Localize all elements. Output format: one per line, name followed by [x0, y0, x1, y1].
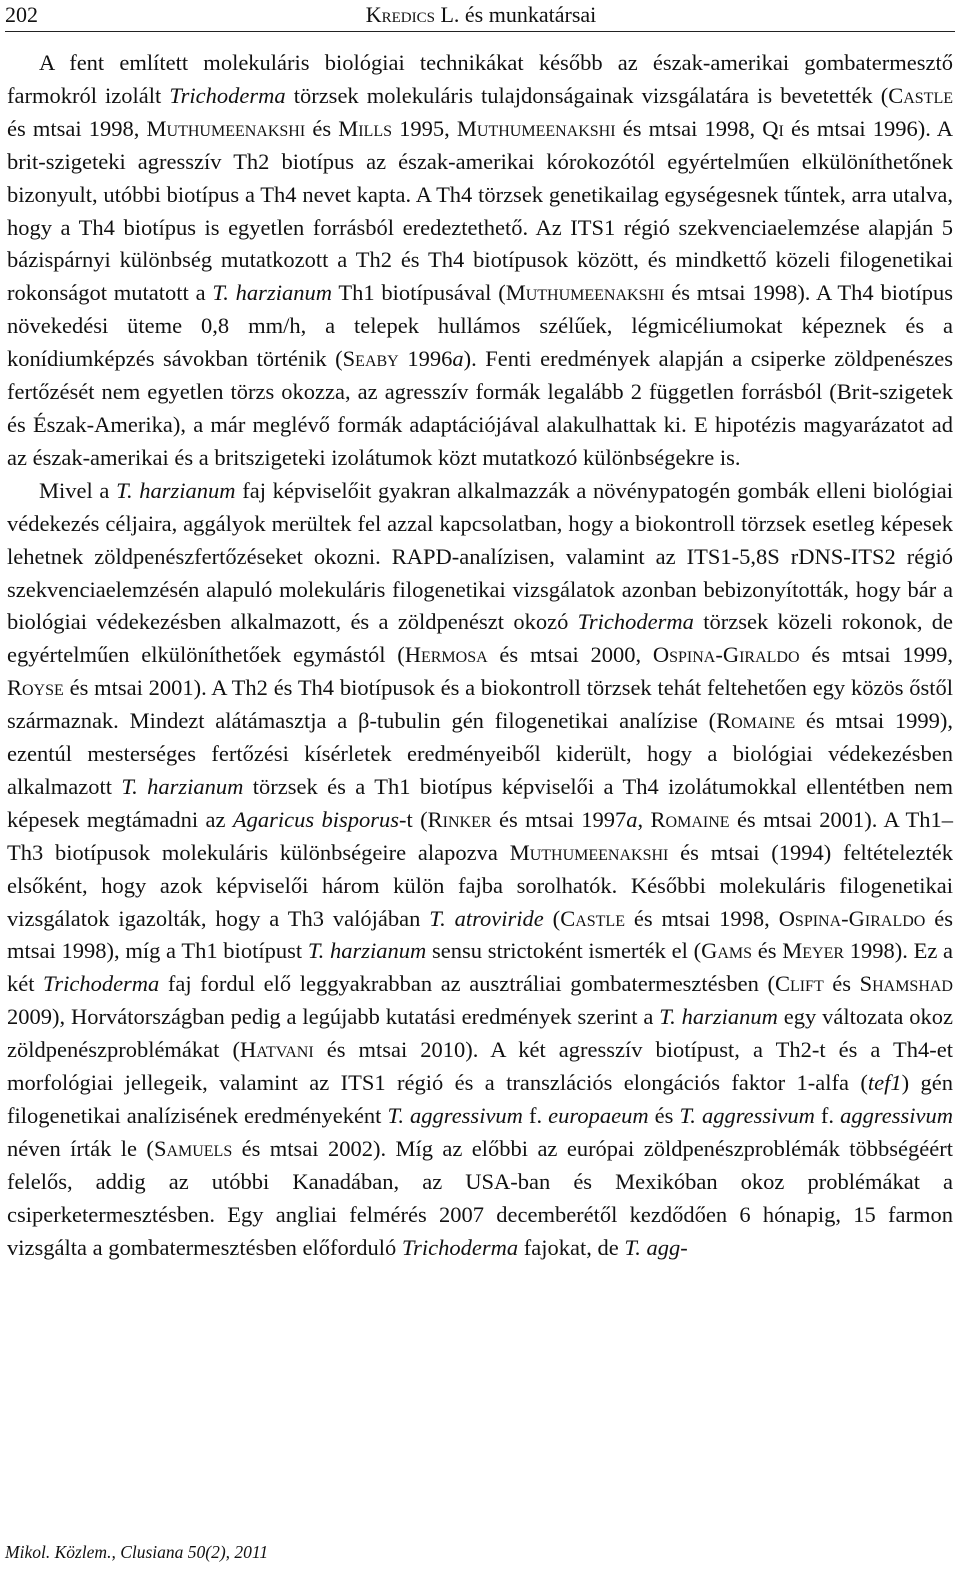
author-name: Ospina-Giraldo	[652, 642, 800, 668]
italic-term: T. atroviride	[429, 905, 544, 931]
running-title-suffix: és munkatársai	[459, 2, 597, 27]
italic-term: T. harzianum	[212, 280, 332, 306]
text-run: törzsek molekuláris tulajdonságainak vizsgálatára is bevetették (	[285, 82, 889, 108]
author-name: Hatvani	[239, 1037, 314, 1063]
text-run: törzsek közeli rokonok, de egyértelműen elkülöníthetőek egymástól (	[7, 609, 953, 668]
italic-term: T. harzianum	[659, 1004, 778, 1030]
italic-term: aggressivum	[840, 1103, 954, 1128]
text-run: néven írták le (	[7, 1135, 154, 1161]
author-name: Meyer	[782, 938, 845, 964]
text-run: és	[823, 971, 860, 997]
author-name: Gams	[701, 938, 753, 964]
paragraph	[7, 475, 953, 1265]
italic-term: Trichoderma	[401, 1234, 519, 1260]
text-run: A fent említett molekuláris biológiai technikákat később az észak-amerikai gombatermesztő farmokról izolált	[7, 50, 953, 108]
italic-term: tef1	[867, 1070, 902, 1096]
italic-term: T. harzianum	[307, 938, 427, 964]
text-run: sensu strictoként ismerték el (	[426, 938, 702, 964]
author-name: Rinker	[427, 806, 492, 832]
text-run: Mivel a	[39, 477, 117, 503]
text-run: és mtsai 2001). A Th2 és Th4 biotípusok és a biokontroll törzsek tehát feltehetően egy közös őstől származnak. Mindezt alátámasztja a β-tubulin gén filogenetikai analízise (	[7, 675, 953, 734]
text-run: faj fordul elő leggyakrabban az ausztráliai gombatermesztésben (	[159, 971, 775, 997]
text-run: ) gén filogenetikai analízisének eredményeként	[7, 1070, 954, 1128]
text-run: és mtsai 2000,	[487, 642, 653, 668]
text-run: 2009), Horvátországban pedig a legújabb kutatási eredmények szerint a	[7, 1004, 660, 1030]
author-name: Romaine	[716, 708, 796, 734]
author-name: Muthumeenakshi	[146, 115, 306, 141]
text-run: és mtsai 1998,	[7, 115, 147, 141]
italic-term: T. aggressivum	[679, 1103, 815, 1128]
text-run: ,	[637, 806, 651, 832]
page-header	[5, 0, 957, 30]
text-run: 1998). Ez a két	[7, 938, 954, 997]
italic-term: Agaricus bisporus	[232, 806, 400, 832]
text-run: és mtsai 1999,	[799, 642, 953, 668]
text-run: f.	[814, 1103, 841, 1128]
header-rule	[5, 31, 955, 32]
author-name: Mills	[338, 115, 392, 141]
author-name: Royse	[7, 675, 64, 701]
author-name: Romaine	[650, 806, 730, 832]
text-run: és mtsai 2001). A Th1–Th3 biotípusok molekuláris különbségeire alapozva	[7, 806, 954, 865]
text-run: egy változata okoz zöldpenészproblémákat (	[7, 1004, 953, 1063]
author-name: Castle	[560, 905, 625, 931]
text-run: faj képviselőit gyakran alkalmazzák a növénypatogén gombák elleni biológiai védekezés céljaira, aggályok merültek fel azzal kapcsolatban, hogy a biokontroll törzsek esetleg képesek lehetnek zöldpenészfertőzéseket okozni. RAPD-analízisen, valamint az ITS1-5,8S rDNS-ITS2 régió szekvenciaelemzésén alapuló molekuláris filogenetikai vizsgálatok azonban bebizonyították, hogy bár a biológiai védekezésben alkalmazott, és a zöldpenészt okozó	[7, 477, 953, 635]
text-run: és mtsai 1996). A brit-szigeteki agresszív Th2 biotípus az észak-amerikai kórokozótól egyértelműen elkülöníthetőnek bizonyult, utóbbi biotípus a Th4 nevet kapta. A Th4 törzsek genetikailag egységesnek tűntek, arra utalva, hogy a Th4 biotípus is egyetlen forrásból eredeztethető. Az ITS1 régió szekvenciaelemzése alapján 5 bázispárnyi különbség mutatkozott a Th2 és Th4 biotípusok között, és mindkettő közeli filogenetikai rokonságot mutatott a	[7, 115, 953, 306]
author-name: Muthumeenakshi	[456, 115, 616, 141]
text-run: és mtsai 1998,	[624, 905, 779, 931]
text-run: törzsek és a Th1 biotípus képviselői a Th4 izolátumokkal ellentétben nem képesek megtámadni az	[7, 773, 954, 832]
text-run: Th1 biotípusával (	[331, 280, 506, 306]
italic-term: Trichoderma	[577, 609, 694, 635]
italic-term: T. harzianum	[116, 477, 236, 503]
author-name: Ospina-Giraldo	[778, 905, 926, 931]
text-run: és mtsai 1998). A Th4 biotípus növekedési üteme 0,8 mm/h, a telepek hullámos szélűek, légmicéliumokat képeznek és a konídiumképzés sávokban történik (	[7, 280, 953, 372]
running-title	[5, 0, 957, 30]
italic-term: a	[626, 806, 638, 832]
author-name: Castle	[888, 82, 953, 108]
text-run: és	[648, 1103, 680, 1128]
page-number: 202	[5, 2, 38, 27]
italic-term: a	[452, 346, 464, 372]
author-name: Clift	[774, 971, 824, 997]
italic-term: T. harzianum	[121, 773, 244, 799]
author-name: Muthumeenakshi	[505, 280, 665, 306]
text-run: f.	[522, 1103, 549, 1128]
running-title-author: Kredics L.	[365, 2, 460, 27]
author-name: Samuels	[153, 1135, 233, 1161]
text-run: és mtsai 1997	[491, 806, 627, 832]
text-run: fajokat, de	[518, 1234, 625, 1260]
author-name: Seaby	[342, 346, 399, 372]
text-run: és	[752, 938, 783, 964]
text-run: (	[543, 905, 561, 931]
paragraph	[7, 47, 953, 475]
italic-term: T. aggressivum	[387, 1103, 523, 1128]
text-run: ). Fenti eredmények alapján a csiperke zöldpenészes fertőzését nem egyetlen törzs okozza, az agresszív formák legalább 2 független forrásból (Brit-szigetek és Észak-Amerika), a már meglévő formák adaptációjával alakulhattak ki. E hipotézis magyarázatot ad az észak-amerikai és a britszigeteki izolátumok közt mutatkozó különbségekre is.	[7, 346, 953, 470]
italic-term: Trichoderma	[169, 82, 286, 108]
author-name: Qi	[762, 115, 784, 141]
author-name: Muthumeenakshi	[509, 839, 669, 865]
footer-citation: Mikol. Közlem., Clusiana 50(2), 2011	[5, 1542, 269, 1562]
text-run: és mtsai 2010). A két agresszív biotípust, a Th2-t és a Th4-et morfológiai jellegeik, valamint az ITS1 régió és a transzlációs elongációs faktor 1-alfa (	[7, 1037, 954, 1096]
text-run: és	[305, 115, 339, 141]
author-name: Shamshad	[859, 971, 953, 997]
text-run: és mtsai (1994) feltételezték elsőként, hogy azok képviselői három külön fajba sorolhatók. Későbbi molekuláris filogenetikai vizsgálatok igazolták, hogy a Th3 valójában	[7, 839, 953, 931]
text-run: és mtsai 1999), ezentúl mesterséges fertőzési kísérletek eredményeiből kiderült, hogy a biológiai védekezésben alkalmazott	[7, 708, 954, 799]
text-run: 1995,	[392, 115, 457, 141]
body-text	[7, 47, 953, 1265]
author-name: Hermosa	[404, 642, 488, 668]
italic-term: Trichoderma	[43, 971, 160, 997]
text-run: és mtsai 2002). Míg az előbbi az európai zöldpenészproblémák többségéért felelős, addig az utóbbi Kanadában, az USA-ban és Mexikóban okoz problémákat a csiperketermesztésben. Egy angliai felmérés 2007 decemberétől kezdődően 6 hónapig, 15 farmon vizsgálta a gombatermesztésben előforduló	[7, 1135, 954, 1260]
text-run: és mtsai 1998), míg a Th1 biotípust	[7, 905, 954, 964]
text-run: -t (	[399, 806, 428, 832]
italic-term: T. agg-	[624, 1234, 688, 1260]
text-run: 1996	[398, 346, 453, 372]
italic-term: europaeum	[548, 1103, 649, 1128]
text-run: és mtsai 1998,	[615, 115, 763, 141]
